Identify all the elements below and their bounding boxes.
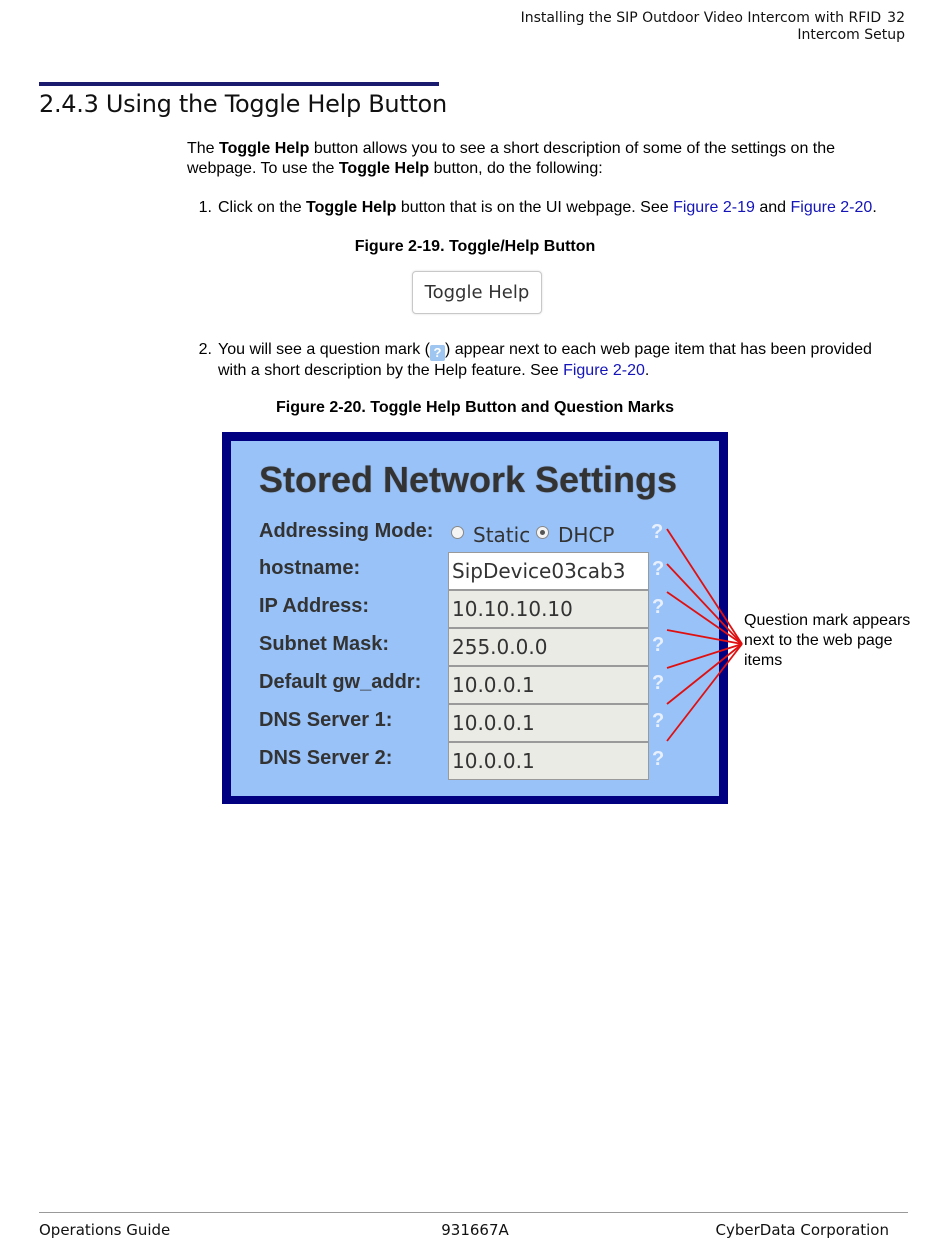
addressing-mode-label: Addressing Mode: <box>259 520 434 542</box>
stored-network-settings-figure <box>222 432 728 804</box>
intro-bold-2: Toggle Help <box>338 160 430 177</box>
intro-text-1: The <box>187 140 220 157</box>
help-question-icon[interactable]: ? <box>652 558 665 580</box>
static-label: Static <box>473 523 531 547</box>
section-title: 2.4.3 Using the Toggle Help Button <box>39 90 447 118</box>
question-mark-icon: ? <box>430 345 445 361</box>
step-1-bold: Toggle Help <box>306 199 397 216</box>
subnet-mask-label: Subnet Mask: <box>259 633 390 655</box>
default-gateway-label: Default gw_addr: <box>259 671 422 693</box>
ip-address-label: IP Address: <box>259 595 370 617</box>
footer-right: CyberData Corporation <box>715 1221 889 1239</box>
step-2-text-a: You will see a question mark ( <box>218 341 430 358</box>
help-question-icon[interactable]: ? <box>652 634 665 656</box>
intro-text-2: button allows you to see a short description of some of the settings on the webpage. To use the <box>187 140 836 177</box>
header-title: Installing the SIP Outdoor Video Intercom with RFID <box>520 10 882 26</box>
page-number: 32 <box>887 10 905 26</box>
dns-server-2-label: DNS Server 2: <box>259 747 393 769</box>
step-1-number: 1. <box>198 199 212 216</box>
figure-2-19-caption: Figure 2-19. Toggle/Help Button <box>354 238 596 255</box>
dns-server-1-field: 10.0.0.1 <box>448 704 649 742</box>
intro-paragraph <box>187 139 887 179</box>
step-1-text-b: button that is on the UI webpage. See <box>396 199 674 216</box>
header-line2: Intercom Setup <box>797 27 905 43</box>
dhcp-label: DHCP <box>558 523 615 547</box>
section-rule <box>39 82 439 86</box>
dns-server-2-field: 10.0.0.1 <box>448 742 649 780</box>
toggle-help-button[interactable]: Toggle Help <box>412 271 542 314</box>
footer-left: Operations Guide <box>39 1221 171 1239</box>
hostname-label: hostname: <box>259 557 361 579</box>
step-1-text-a: Click on the <box>218 199 307 216</box>
step-1-text-c: and <box>754 199 791 216</box>
step-2-text-b: ) appear next to each web page item that has been provided with a short description by the Help feature. See <box>218 341 872 379</box>
subnet-mask-field: 255.0.0.0 <box>448 628 649 666</box>
intro-bold-1: Toggle Help <box>219 140 310 157</box>
static-radio[interactable] <box>451 526 464 539</box>
help-question-icon[interactable]: ? <box>652 748 665 770</box>
settings-panel <box>231 441 719 796</box>
hostname-input[interactable]: SipDevice03cab3 <box>448 552 649 590</box>
step-2-text-c: . <box>644 362 650 379</box>
dhcp-radio[interactable] <box>536 526 549 539</box>
footer-center: 931667A <box>441 1221 509 1239</box>
ip-address-field: 10.10.10.10 <box>448 590 649 628</box>
help-question-icon[interactable]: ? <box>652 672 665 694</box>
footer-rule <box>39 1212 908 1213</box>
figure-2-20-link[interactable]: Figure 2-20 <box>790 199 873 216</box>
default-gateway-field: 10.0.0.1 <box>448 666 649 704</box>
figure-2-19-link[interactable]: Figure 2-19 <box>673 199 755 216</box>
step-1-text <box>218 198 898 218</box>
header-line1 <box>521 10 905 27</box>
dns-server-1-label: DNS Server 1: <box>259 709 393 731</box>
intro-text-3: button, do the following: <box>429 160 603 177</box>
callout-text: Question mark appears next to the web page items <box>744 612 911 669</box>
figure-2-20-link-2[interactable]: Figure 2-20 <box>563 362 645 379</box>
figure-2-20-caption: Figure 2-20. Toggle Help Button and Question Marks <box>276 399 674 416</box>
help-question-icon[interactable]: ? <box>651 521 664 543</box>
step-2 <box>190 340 890 380</box>
page-header <box>521 10 905 44</box>
help-question-icon[interactable]: ? <box>652 710 665 732</box>
step-2-text <box>218 340 898 381</box>
step-2-number: 2. <box>198 341 212 358</box>
step-1 <box>190 198 890 218</box>
step-1-text-d: . <box>872 199 877 216</box>
help-question-icon[interactable]: ? <box>652 596 665 618</box>
settings-title: Stored Network Settings <box>259 459 678 500</box>
